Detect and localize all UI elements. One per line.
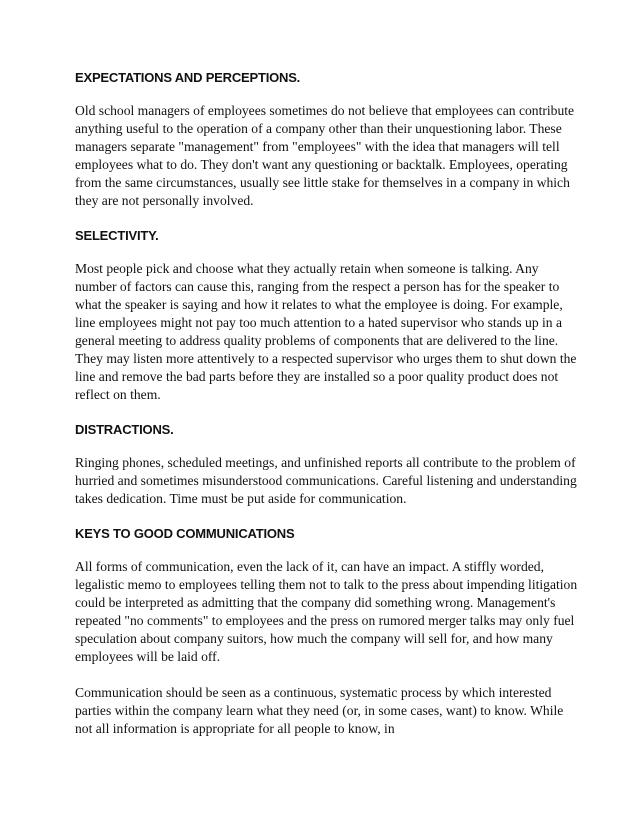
section-heading: SELECTIVITY. bbox=[75, 228, 159, 243]
section-heading: KEYS TO GOOD COMMUNICATIONS bbox=[75, 526, 295, 541]
section-heading: DISTRACTIONS. bbox=[75, 422, 174, 437]
section-distractions bbox=[75, 422, 578, 508]
section-paragraph: Ringing phones, scheduled meetings, and unfinished reports all contribute to the problem of hurried and sometimes misunderstood communications. Careful listening and understanding takes dedication. Time must be put aside for communication. bbox=[75, 455, 577, 506]
section-expectations bbox=[75, 70, 578, 210]
section-heading: EXPECTATIONS AND PERCEPTIONS. bbox=[75, 70, 301, 85]
section-paragraph: Communication should be seen as a continuous, systematic process by which interested parties within the company learn what they need (or, in some cases, want) to know. While not all information is appropriate for all people to know, in bbox=[75, 685, 564, 736]
section-selectivity bbox=[75, 228, 578, 404]
section-paragraph: All forms of communication, even the lack of it, can have an impact. A stiffly worded, legalistic memo to employees telling them not to talk to the press about impending litigation could be interpreted as admitting that the company did something wrong. Management's repeated "no comments" to employees and the press on rumored merger talks may only fuel speculation about company suitors, how much the company will sell for, and how many employees will be laid off. bbox=[75, 559, 578, 664]
section-paragraph: Most people pick and choose what they actually retain when someone is talking. Any number of factors can cause this, ranging from the respect a person has for the speaker to what the speaker is saying and how it relates to what the employee is doing. For example, line employees might not pay too much attention to a hated supervisor who stands up in a general meeting to address quality problems of components that are delivered to the line. They may listen more attentively to a respected supervisor who urges them to shut down the line and remove the bad parts before they are installed so a poor quality product does not reflect on them. bbox=[75, 261, 577, 402]
section-paragraph: Old school managers of employees sometimes do not believe that employees can contribute anything useful to the operation of a company other than their unquestioning labor. These managers separate "management" from "employees" with the idea that managers will tell employees what to do. They don't want any questioning or backtalk. Employees, operating from the same circumstances, usually see little stake for themselves in a company in which they are not personally involved. bbox=[75, 103, 575, 208]
section-keys-to-good-communications bbox=[75, 526, 578, 738]
